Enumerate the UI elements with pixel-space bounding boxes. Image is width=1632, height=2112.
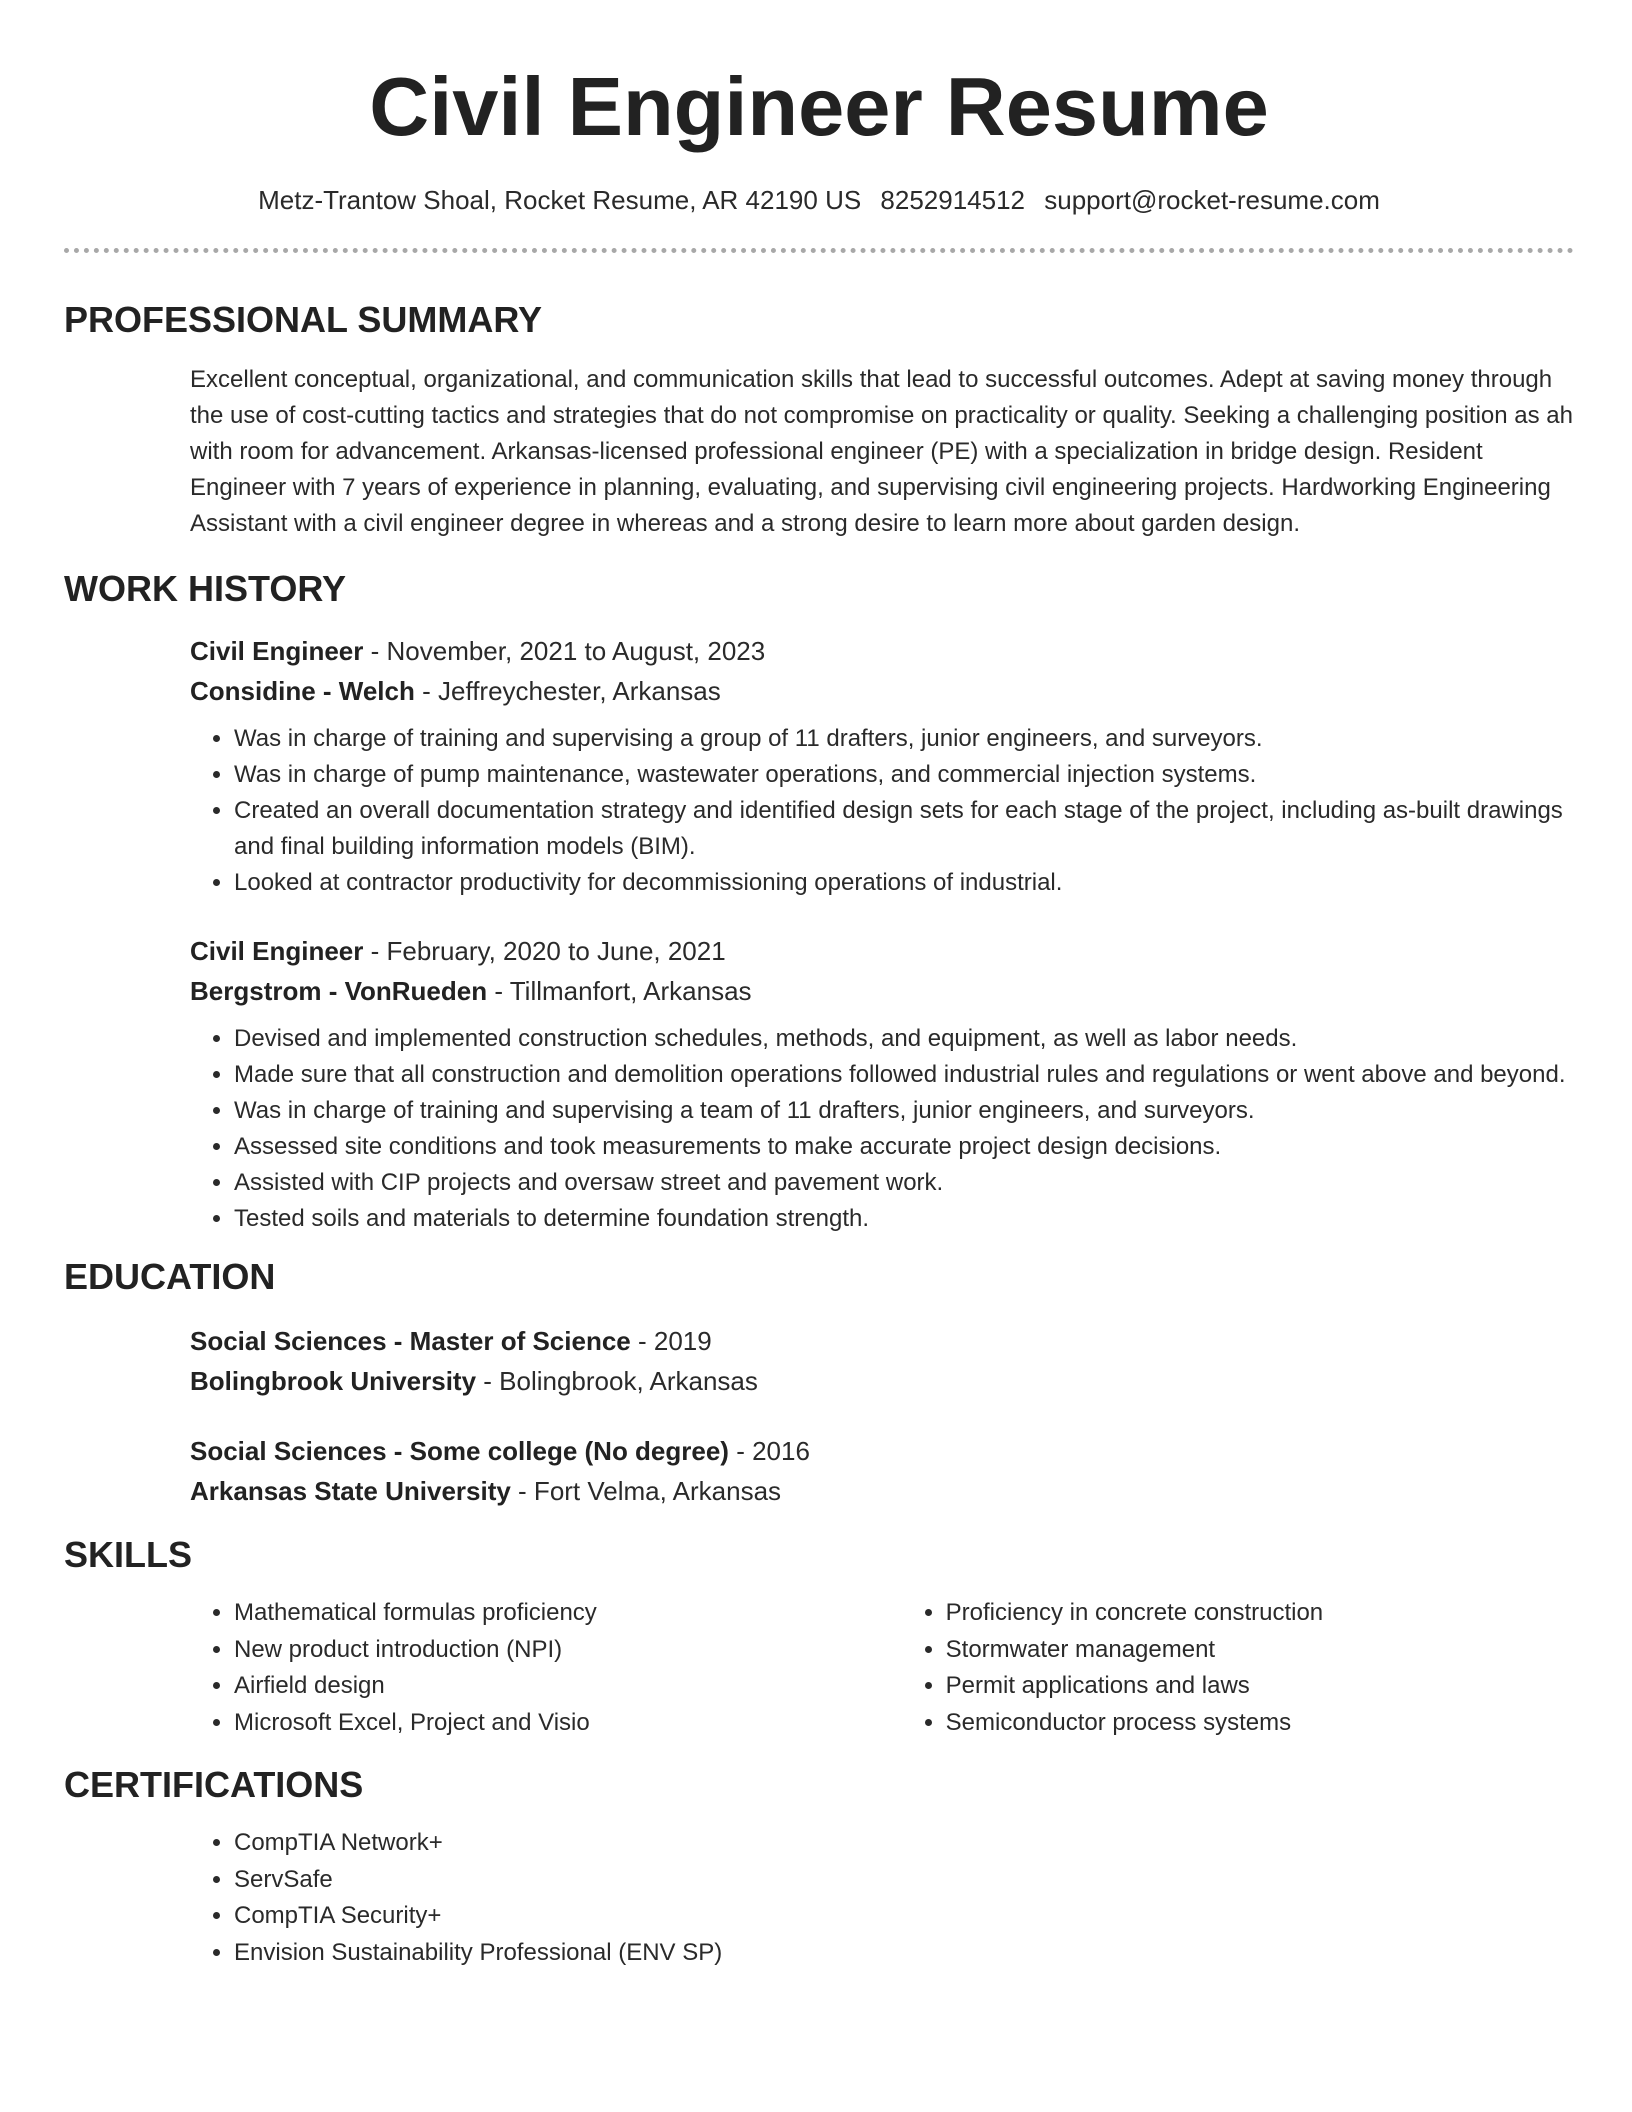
skill-item: • New product introduction (NPI) (234, 1632, 902, 1669)
job-bullet: • Assessed site conditions and took measurements to make accurate project design decisions. (234, 1129, 1574, 1165)
job-title: Civil Engineer (190, 936, 364, 966)
education-location: - Fort Velma, Arkansas (510, 1476, 782, 1506)
job-bullet: • Assisted with CIP projects and oversaw street and pavement work. (234, 1165, 1574, 1201)
skills-column-left (190, 1595, 902, 1741)
education-school-line (190, 1471, 1574, 1511)
section-title-certifications: CERTIFICATIONS (64, 1764, 364, 1805)
job-bullet: • Devised and implemented construction schedules, methods, and equipment, as well as labor needs. (234, 1021, 1574, 1057)
header-divider (64, 248, 1574, 253)
education-degree-line (190, 1431, 1574, 1471)
job-dates: - February, 2020 to June, 2021 (363, 936, 726, 966)
certification-item: • Envision Sustainability Professional (ENV SP) (234, 1935, 1574, 1972)
skill-item: • Proficiency in concrete construction (946, 1595, 1574, 1632)
job-entry (190, 931, 1574, 1237)
skill-item: • Airfield design (234, 1668, 902, 1705)
summary-text: Excellent conceptual, organizational, and communication skills that lead to successful outcomes. Adept at saving money through the use of cost-cutting tactics and strategies that do not compromise on practicality or quality. Seeking a challenging position as ah with room for advancement. Arkansas-licensed professional engineer (PE) with a specialization in bridge design. Resident Engineer with 7 years of experience in planning, evaluating, and supervising civil engineering projects. Hardworking Engineering Assistant with a civil engineer degree in whereas and a strong desire to learn more about garden design. (190, 366, 1573, 537)
contact-phone: 8252914512 (880, 185, 1026, 215)
job-bullet: • Looked at contractor productivity for decommissioning operations of industrial. (234, 865, 1574, 901)
job-location: - Jeffreychester, Arkansas (414, 676, 721, 706)
education-degree: Social Sciences - Some college (No degree) (190, 1436, 729, 1466)
education-entry (190, 1321, 1574, 1401)
job-bullets (190, 721, 1574, 901)
certifications-list (190, 1825, 1574, 1971)
resume-title: Civil Engineer Resume (369, 60, 1269, 153)
skill-item: • Permit applications and laws (946, 1668, 1574, 1705)
resume-page (64, 0, 1574, 1971)
skills-grid (190, 1595, 1574, 1741)
job-company-line (190, 971, 1574, 1011)
skill-item: • Mathematical formulas proficiency (234, 1595, 902, 1632)
job-bullet: • Was in charge of training and supervising a team of 11 drafters, junior engineers, and surveyors. (234, 1093, 1574, 1129)
education-school: Bolingbrook University (190, 1366, 477, 1396)
job-bullet: • Was in charge of training and supervising a group of 11 drafters, junior engineers, and surveyors. (234, 721, 1574, 757)
job-bullet: • Created an overall documentation strategy and identified design sets for each stage of the project, including as-built drawings and final building information models (BIM). (234, 793, 1574, 865)
contact-address: Metz-Trantow Shoal, Rocket Resume, AR 42190 US (258, 185, 862, 215)
job-company-line (190, 671, 1574, 711)
job-location: - Tillmanfort, Arkansas (487, 976, 752, 1006)
job-company: Considine - Welch (190, 676, 415, 706)
job-bullet: • Was in charge of pump maintenance, wastewater operations, and commercial injection systems. (234, 757, 1574, 793)
certification-item: • CompTIA Security+ (234, 1898, 1574, 1935)
section-title-skills: SKILLS (64, 1534, 193, 1575)
certification-item: • CompTIA Network+ (234, 1825, 1574, 1862)
certification-item: • ServSafe (234, 1862, 1574, 1899)
education-school-line (190, 1361, 1574, 1401)
job-dates: - November, 2021 to August, 2023 (363, 636, 766, 666)
section-title-education: EDUCATION (64, 1256, 276, 1297)
section-title-summary: PROFESSIONAL SUMMARY (64, 299, 543, 340)
skill-item: • Semiconductor process systems (946, 1705, 1574, 1742)
education-location: - Bolingbrook, Arkansas (476, 1366, 758, 1396)
education-year: - 2016 (728, 1436, 810, 1466)
skills-column-right (902, 1595, 1574, 1741)
job-bullet: • Made sure that all construction and demolition operations followed industrial rules and regulations or went above and beyond. (234, 1057, 1574, 1093)
job-title-line (190, 931, 1574, 971)
job-company: Bergstrom - VonRueden (190, 976, 488, 1006)
skill-item: • Microsoft Excel, Project and Visio (234, 1705, 902, 1742)
job-title-line (190, 631, 1574, 671)
contact-line (64, 184, 1574, 216)
education-degree: Social Sciences - Master of Science (190, 1326, 631, 1356)
job-bullet: • Tested soils and materials to determine foundation strength. (234, 1201, 1574, 1237)
job-bullets (190, 1021, 1574, 1237)
education-entry (190, 1431, 1574, 1511)
job-entry (190, 631, 1574, 901)
education-school: Arkansas State University (190, 1476, 511, 1506)
education-year: - 2019 (630, 1326, 712, 1356)
job-title: Civil Engineer (190, 636, 364, 666)
section-title-work: WORK HISTORY (64, 568, 347, 609)
education-degree-line (190, 1321, 1574, 1361)
contact-email: support@rocket-resume.com (1044, 185, 1380, 215)
skill-item: • Stormwater management (946, 1632, 1574, 1669)
